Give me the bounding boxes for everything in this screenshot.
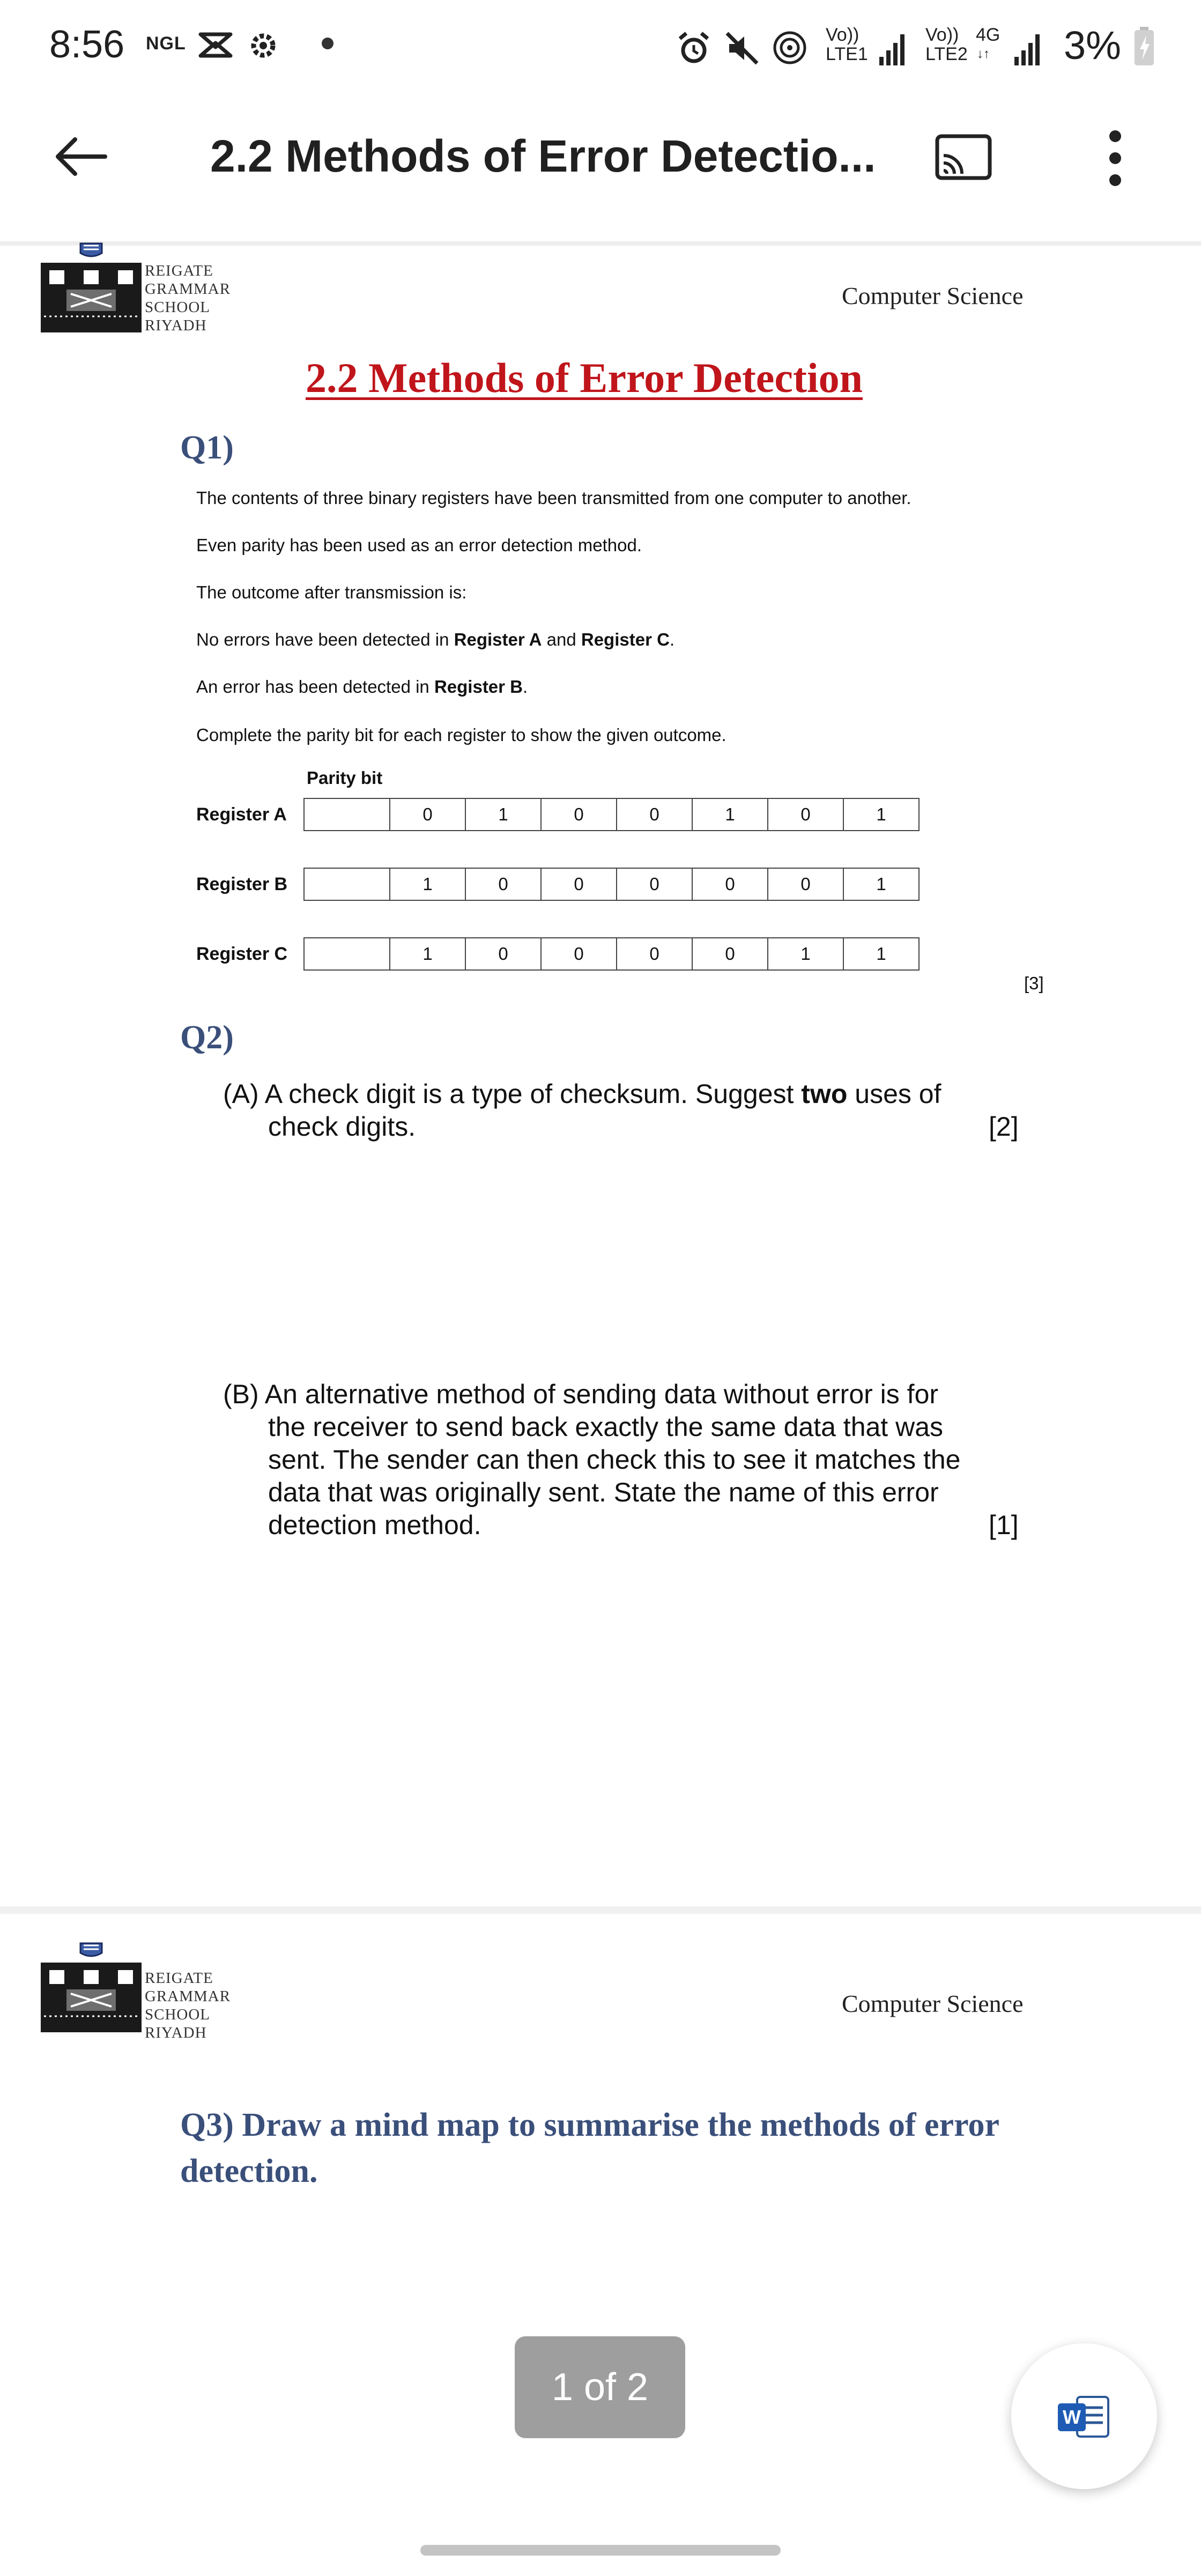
- sim1-lte: LTE1: [826, 44, 868, 64]
- alarm-icon: [677, 31, 711, 65]
- bit-cell: 0: [616, 937, 693, 971]
- back-arrow-icon[interactable]: [54, 135, 107, 178]
- q2a-line: check digits.: [268, 1112, 416, 1142]
- bit-cell: 0: [692, 937, 768, 971]
- bold-span: Register B: [434, 677, 523, 697]
- text-span: No errors have been detected in: [196, 630, 454, 649]
- register-row: [303, 798, 918, 831]
- q2a-text: [223, 1078, 1038, 1143]
- register-row: [303, 868, 918, 901]
- mute-icon: [725, 31, 760, 65]
- signal-icon: [1014, 33, 1040, 65]
- bit-cell: 0: [540, 868, 617, 901]
- q2b-marks: [1]: [989, 1510, 1019, 1540]
- q1-paragraph: The outcome after transmission is:: [196, 582, 467, 602]
- more-vertical-icon[interactable]: [1104, 129, 1126, 188]
- settings-icon: [247, 29, 280, 62]
- parity-cell[interactable]: [303, 798, 390, 831]
- text-span: An error has been detected in: [196, 677, 434, 697]
- gesture-home-bar[interactable]: [420, 2545, 781, 2556]
- sim1-voice: Vo)): [826, 25, 859, 45]
- cast-icon[interactable]: [934, 133, 993, 181]
- status-time: 8:56: [49, 23, 125, 66]
- school-crest-icon: [39, 241, 144, 338]
- q2-label: Q2): [180, 1019, 234, 1056]
- text-span: and: [542, 630, 581, 649]
- bit-cell: 1: [389, 937, 466, 971]
- q2b-text: [223, 1378, 1038, 1542]
- bit-cell: 1: [843, 937, 920, 971]
- network-type: 4G: [976, 25, 1000, 45]
- q1-instruction: Complete the parity bit for each register to show the given outcome.: [196, 725, 726, 745]
- bit-cell: 0: [767, 868, 844, 901]
- school-line: SCHOOL: [145, 299, 211, 316]
- register-row: [303, 937, 918, 971]
- hotspot-icon: [772, 30, 807, 65]
- q2b-line: the receiver to send back exactly the same data that was: [268, 1412, 944, 1442]
- text-span: .: [669, 630, 675, 649]
- q1-label: Q1): [180, 430, 234, 466]
- open-in-word-button[interactable]: [1011, 2343, 1157, 2489]
- subject-label: Computer Science: [842, 282, 1024, 309]
- q2b-line: sent. The sender can then check this to see it matches the: [268, 1445, 961, 1475]
- battery-charging-icon: [1133, 27, 1155, 66]
- page-separator: [0, 1906, 1201, 1914]
- register-label: Register B: [196, 874, 288, 894]
- bit-cell: 1: [389, 868, 466, 901]
- q2a-marks: [2]: [989, 1112, 1019, 1142]
- bit-cell: 1: [692, 798, 768, 831]
- bold-span: two: [801, 1079, 848, 1109]
- parity-cell[interactable]: [303, 937, 390, 971]
- bold-span: Register C: [581, 630, 670, 649]
- bit-cell: 1: [843, 868, 920, 901]
- bit-cell: 0: [465, 868, 542, 901]
- text-span: .: [523, 677, 528, 697]
- school-line: SCHOOL: [145, 2006, 211, 2023]
- school-line: RIYADH: [145, 2024, 207, 2041]
- notification-dot: [322, 38, 333, 49]
- bit-cell: 0: [692, 868, 768, 901]
- school-line: REIGATE: [145, 1970, 213, 1987]
- text-span: uses of: [847, 1079, 941, 1109]
- q2a-line: [223, 1078, 1038, 1111]
- q2b-line: data that was originally sent. State the name of this error: [268, 1477, 939, 1507]
- bit-cell: 0: [540, 937, 617, 971]
- school-line: RIYADH: [145, 317, 207, 334]
- school-line: GRAMMAR: [145, 1988, 231, 2005]
- q3-text: Q3) Draw a mind map to summarise the methods of error detection.: [180, 2107, 999, 2189]
- sim2-voice: Vo)): [925, 25, 959, 45]
- bit-cell: 1: [465, 798, 542, 831]
- sim2-lte: LTE2: [925, 44, 968, 64]
- register-label: Register C: [196, 944, 288, 964]
- q1-paragraph: The contents of three binary registers have been transmitted from one computer to another.: [196, 488, 911, 508]
- bit-cell: 0: [616, 868, 693, 901]
- q1-marks: [3]: [1024, 973, 1044, 993]
- school-name: [145, 1969, 231, 2042]
- q2b-line: (B) An alternative method of sending data without error is for: [223, 1379, 939, 1409]
- parity-cell[interactable]: [303, 868, 390, 901]
- register-label: Register A: [196, 804, 287, 825]
- word-letter: W: [1063, 2406, 1081, 2428]
- battery-percent: 3%: [1064, 23, 1121, 68]
- q1-paragraph: Even parity has been used as an error detection method.: [196, 535, 642, 555]
- q1-paragraph: [196, 677, 528, 697]
- bit-cell: 0: [540, 798, 617, 831]
- bit-cell: 0: [465, 937, 542, 971]
- q2b-line: detection method.: [268, 1510, 481, 1540]
- bit-cell: 1: [843, 798, 920, 831]
- data-arrows-icon: ↓↑: [977, 47, 990, 61]
- school-crest-icon: [39, 1941, 144, 2038]
- bit-cell: 1: [767, 937, 844, 971]
- carrier-label: NGL: [146, 33, 186, 54]
- page-indicator: 1 of 2: [515, 2336, 685, 2438]
- word-app-icon: [1055, 2389, 1114, 2443]
- signal-icon: [879, 33, 905, 65]
- school-line: GRAMMAR: [145, 280, 231, 298]
- bold-span: Register A: [454, 630, 542, 649]
- bit-cell: 0: [616, 798, 693, 831]
- doc-heading: 2.2 Methods of Error Detection: [306, 354, 863, 401]
- school-name: [145, 262, 231, 335]
- bit-cell: 0: [389, 798, 466, 831]
- q1-paragraph: [196, 630, 674, 650]
- parity-bit-header: Parity bit: [307, 768, 383, 788]
- mail-icon: [198, 31, 233, 59]
- status-bar: [0, 0, 1201, 91]
- subject-label: Computer Science: [842, 1990, 1024, 2017]
- bit-cell: 0: [767, 798, 844, 831]
- school-line: REIGATE: [145, 262, 213, 279]
- text-span: (A) A check digit is a type of checksum. Suggest: [223, 1079, 802, 1109]
- document-title: 2.2 Methods of Error Detectio...: [210, 131, 876, 181]
